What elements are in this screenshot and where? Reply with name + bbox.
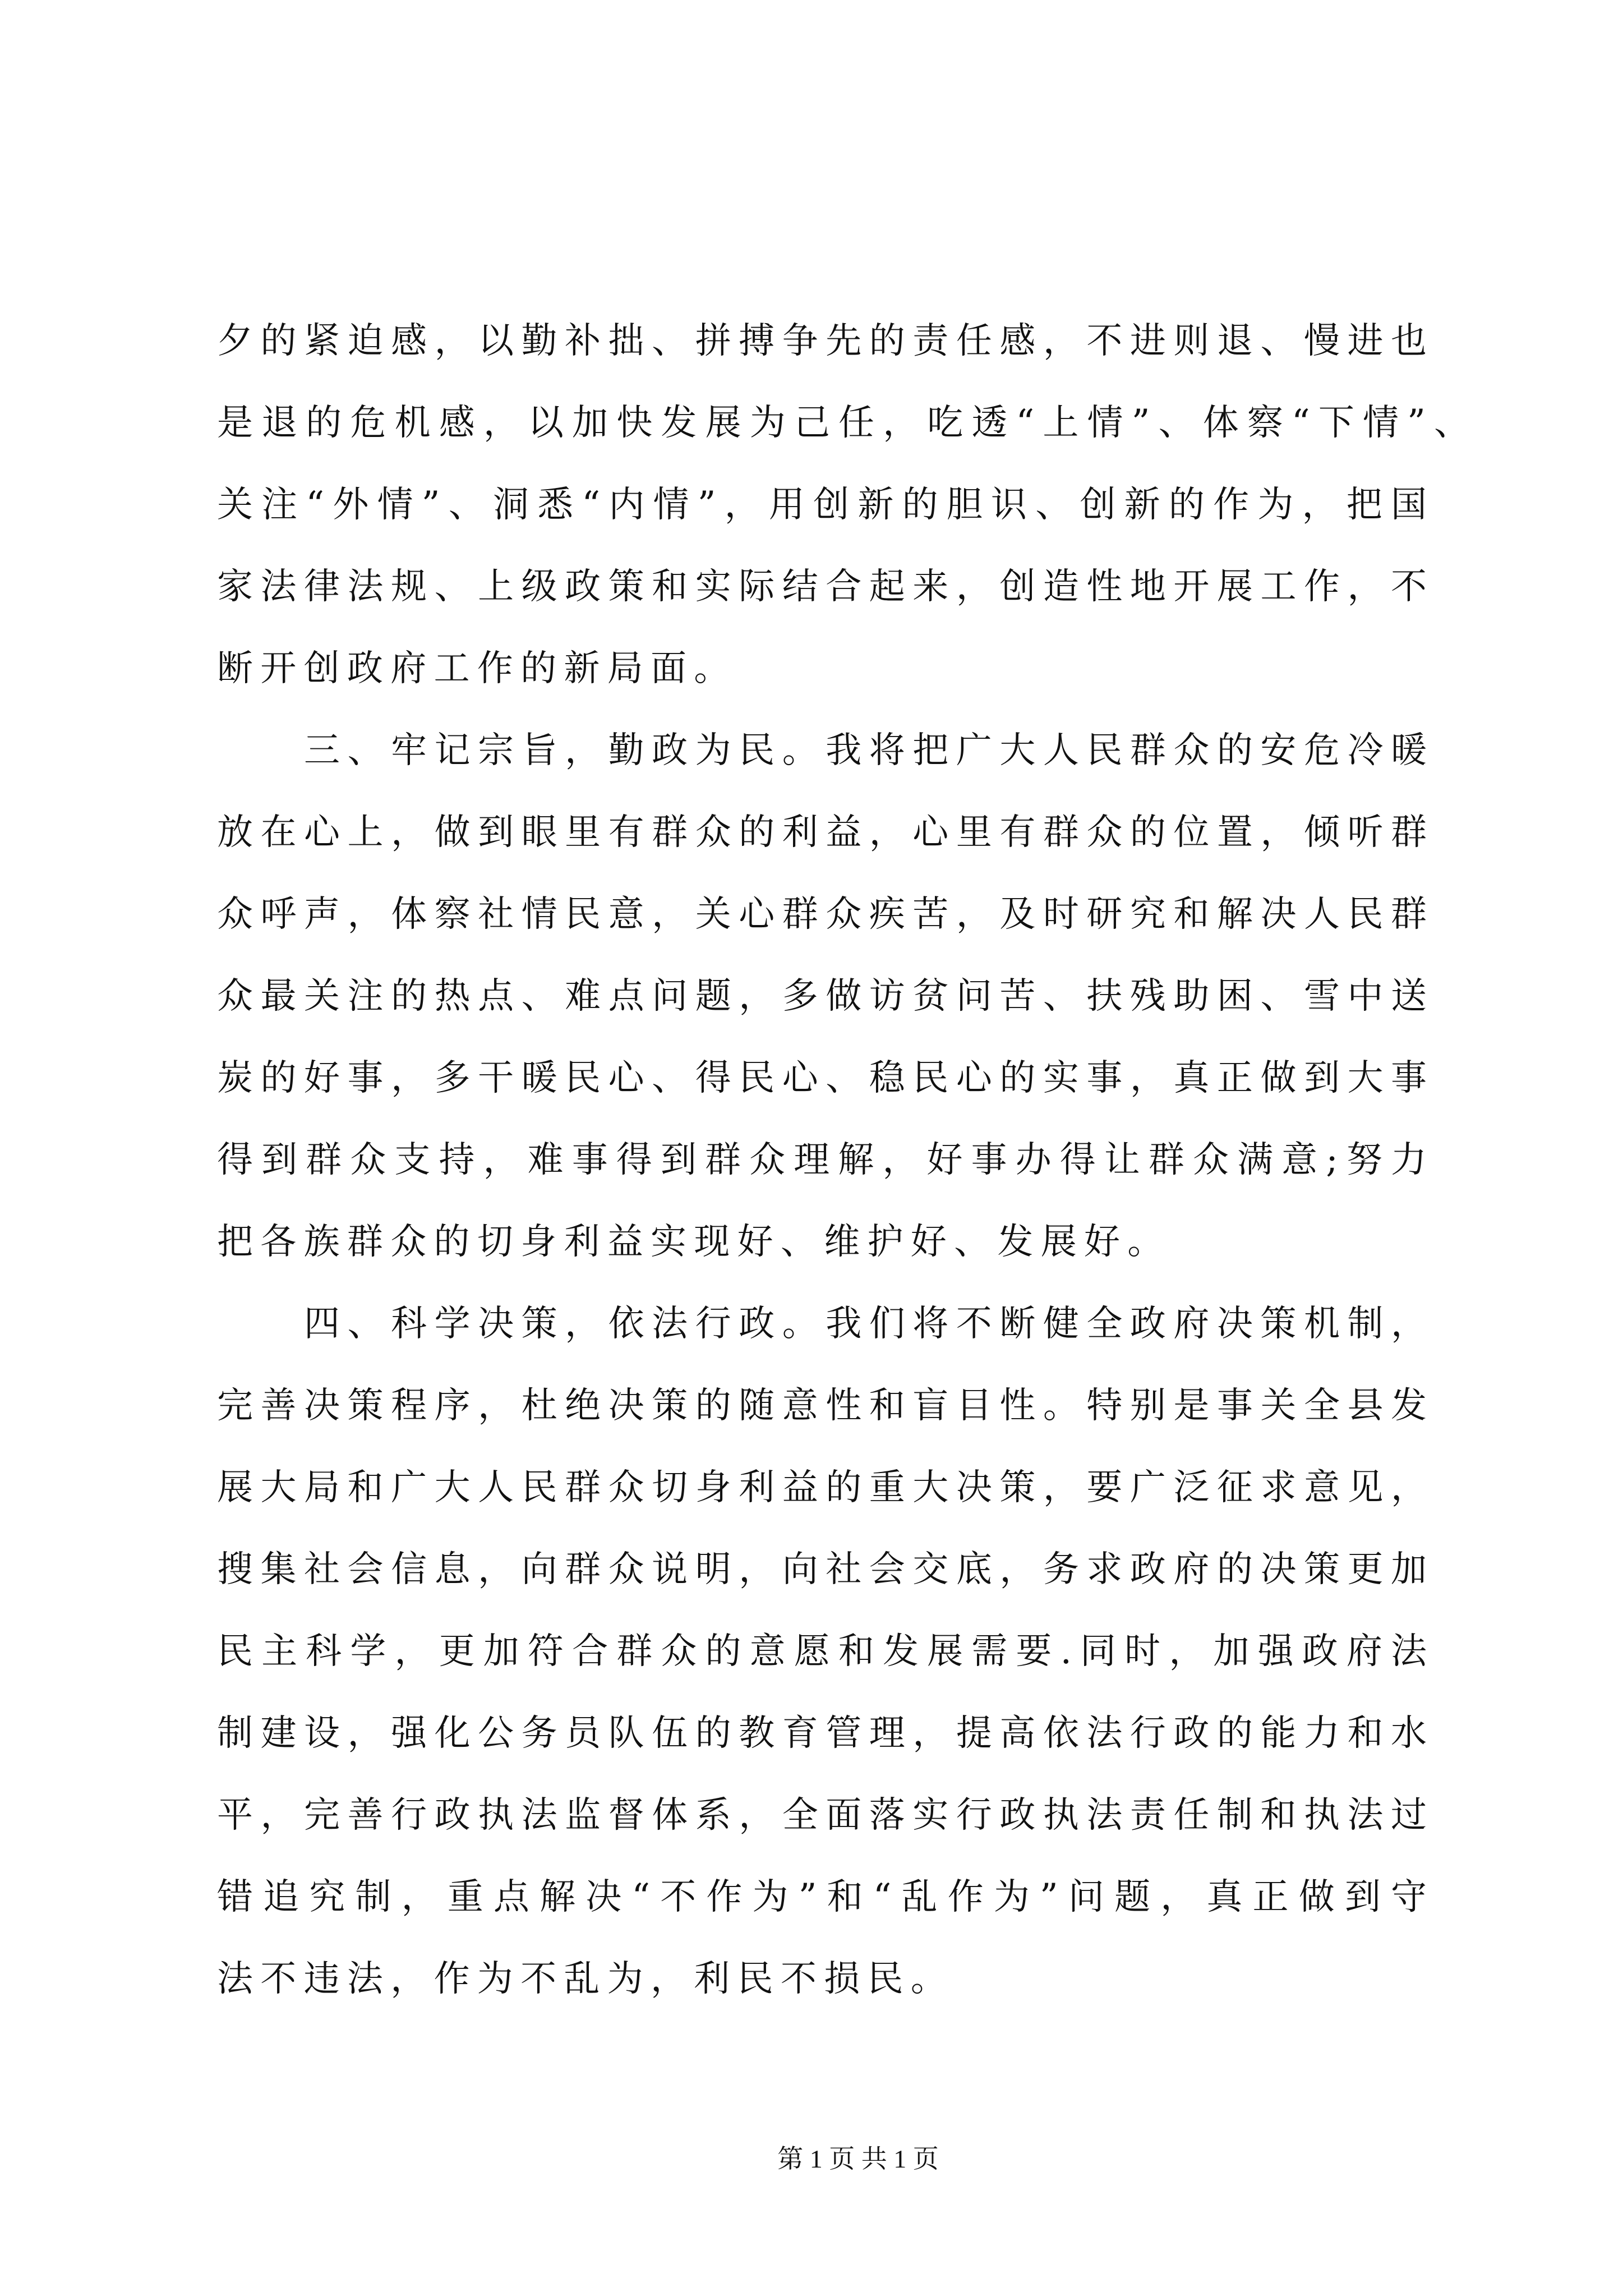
text-line: 错追究制，重点解决“不作为”和“乱作为”问题，真正做到守 [217,1876,1431,1918]
paragraph-first-line: 三、牢记宗旨，勤政为民。我将把广大人民群众的安危冷暖 [304,730,1431,771]
text-line: 断开创政府工作的新局面。 [217,648,737,689]
paragraph-first-line: 四、科学决策，依法行政。我们将不断健全政府决策机制， [304,1303,1431,1345]
text-line: 民主科学，更加符合群众的意愿和发展需要.同时，加强政府法 [217,1631,1431,1672]
text-line: 众最关注的热点、难点问题，多做访贫问苦、扶残助困、雪中送 [217,976,1431,1017]
text-line: 炭的好事，多干暖民心、得民心、稳民心的实事，真正做到大事 [217,1057,1431,1099]
paragraph [217,710,1479,1283]
paragraph [217,300,1479,710]
text-line: 是退的危机感，以加快发展为己任，吃透“上情”、体察“下情”、 [217,402,1474,444]
text-line: 搜集社会信息，向群众说明，向社会交底，务求政府的决策更加 [217,1549,1431,1590]
paragraph [217,1283,1479,2020]
text-line: 众呼声，体察社情民意，关心群众疾苦，及时研究和解决人民群 [217,894,1431,935]
text-line: 放在心上，做到眼里有群众的利益，心里有群众的位置，倾听群 [217,812,1431,853]
text-line: 关注“外情”、洞悉“内情”，用创新的胆识、创新的作为，把国 [217,484,1431,526]
page-footer: 第 1 页 共 1 页 [777,2145,939,2173]
text-line: 平，完善行政执法监督体系，全面落实行政执法责任制和执法过 [217,1795,1431,1836]
text-line: 法不违法，作为不乱为，利民不损民。 [217,1958,955,2000]
text-line: 把各族群众的切身利益实现好、维护好、发展好。 [217,1221,1171,1263]
text-line: 得到群众支持，难事得到群众理解，好事办得让群众满意;努力 [217,1139,1431,1181]
text-line: 展大局和广大人民群众切身利益的重大决策，要广泛征求意见， [217,1467,1431,1508]
text-line: 完善决策程序，杜绝决策的随意性和盲目性。特别是事关全县发 [217,1385,1431,1427]
text-line: 夕的紧迫感，以勤补拙、拼搏争先的责任感，不进则退、慢进也 [217,320,1431,362]
text-line: 家法律法规、上级政策和实际结合起来，创造性地开展工作，不 [217,566,1431,608]
text-line: 制建设，强化公务员队伍的教育管理，提高依法行政的能力和水 [217,1713,1431,1754]
document-body [217,300,1479,2020]
